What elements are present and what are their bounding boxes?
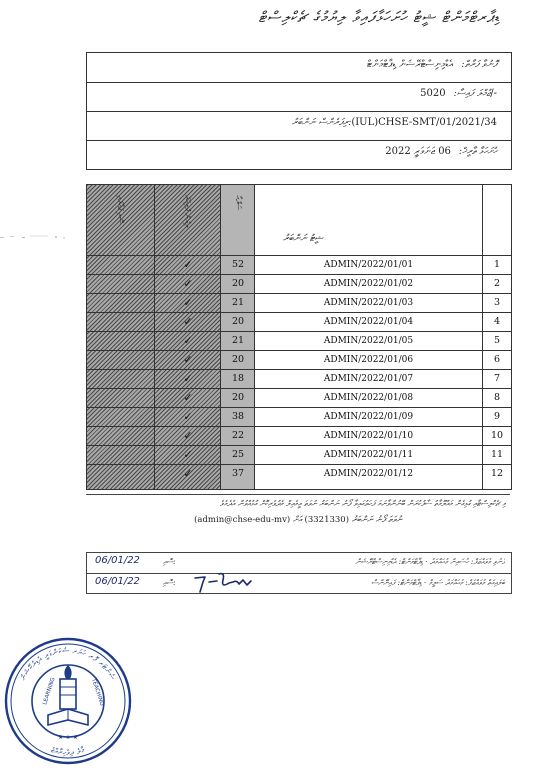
info-value: 5020/- bbox=[420, 88, 497, 99]
reference-cell: ADMIN/2022/01/06 bbox=[323, 355, 414, 365]
info-value: 06 ޖަނަވަރީ 2022 bbox=[385, 146, 451, 157]
signature-box bbox=[86, 552, 512, 594]
serial-cell: 5 bbox=[493, 335, 501, 346]
pages-cell: 18 bbox=[231, 373, 245, 384]
note-mid: ނުވަތަ ފޯނު ނަންބަރު bbox=[351, 515, 402, 525]
receiver-details: ބަލައިގަތް މުވައްޒަފް: މުޙައްމަދު ސަލީމް · ޑިޕާޓްމަންޓް: ފައިނޭންސް bbox=[371, 578, 505, 587]
reference-cell: ADMIN/2022/01/08 bbox=[323, 393, 414, 403]
serial-cell: 11 bbox=[490, 449, 504, 460]
receiver-date: 06/01/22 bbox=[95, 576, 140, 587]
pages-cell: 22 bbox=[231, 430, 245, 441]
info-label: ފޮނުވާ ފަރާތް: bbox=[461, 59, 497, 70]
serial-cell: 3 bbox=[493, 297, 501, 308]
check-mark: ✓ bbox=[183, 258, 193, 271]
pages-cell: 21 bbox=[231, 335, 245, 346]
serial-cell: 1 bbox=[493, 259, 501, 270]
pages-cell: 20 bbox=[231, 278, 245, 289]
seal-motto-left: LEARNING bbox=[42, 676, 57, 706]
check-mark: ✓ bbox=[183, 391, 193, 404]
note-phone: (3321330) bbox=[304, 515, 350, 525]
handwritten-signature bbox=[191, 568, 261, 596]
seal-motto-right: TEACHING bbox=[90, 677, 105, 707]
reference-cell: ADMIN/2022/01/10 bbox=[323, 431, 414, 441]
note-contact-line bbox=[86, 515, 510, 525]
sender-date: 06/01/22 bbox=[95, 555, 140, 566]
info-label: ޖުމްލަ ފައިސާ: bbox=[453, 88, 491, 99]
header-pages: ސަފްޙާ bbox=[234, 195, 243, 210]
signature-label: ސޮއި: bbox=[163, 557, 176, 566]
official-seal bbox=[2, 635, 134, 767]
pages-cell: 37 bbox=[231, 468, 245, 479]
signature-row-receiver bbox=[87, 573, 511, 594]
pages-cell: 52 bbox=[231, 259, 245, 270]
serial-cell: 8 bbox=[493, 392, 501, 403]
header-check2: ސޮއި ޖަހާފައި bbox=[116, 195, 125, 223]
reference-cell: ADMIN/2022/01/05 bbox=[323, 336, 414, 346]
pages-cell: 38 bbox=[231, 411, 245, 422]
check-mark: ✓ bbox=[183, 334, 193, 347]
check-mark: ✓ bbox=[183, 277, 193, 290]
scan-artifact bbox=[0, 232, 74, 242]
check-mark: ✓ bbox=[183, 315, 193, 328]
serial-cell: 12 bbox=[490, 468, 504, 479]
check-mark: ✓ bbox=[183, 296, 193, 309]
note-end: އަށް bbox=[292, 515, 302, 525]
reference-cell: ADMIN/2022/01/12 bbox=[323, 469, 414, 479]
signature-row-sender bbox=[87, 553, 511, 573]
info-label: ރިފަރެންސް ނަންބަރު: bbox=[291, 117, 352, 128]
info-row-date bbox=[87, 140, 511, 169]
document-title: ޑިޕާރޓްމަންޓް ޝީޓު ހުށަހަޅާފައިވާ ލިޔުމުގެ ޗެކްލިސްޓް bbox=[258, 8, 500, 26]
serial-cell: 2 bbox=[493, 278, 501, 289]
check-mark: ✓ bbox=[183, 467, 193, 480]
shaded-column-1 bbox=[87, 185, 155, 489]
serial-cell: 10 bbox=[490, 430, 504, 441]
note-email: (admin@chse-edu-mv) bbox=[194, 515, 291, 525]
info-row-sender bbox=[87, 53, 511, 83]
seal-ring-top: ސެންޓަރ ފޮރ ހަޔަރ ސެކަންޑަރީ އެޑިޔުކޭޝަން bbox=[18, 645, 118, 682]
reference-cell: ADMIN/2022/01/03 bbox=[323, 298, 414, 308]
seal-ring-bottom: މާލެ ދިވެހިރާއްޖެ bbox=[49, 744, 87, 758]
pages-cell: 20 bbox=[231, 316, 245, 327]
check-mark: ✓ bbox=[183, 410, 193, 423]
check-mark: ✓ bbox=[183, 429, 193, 442]
info-box bbox=[86, 52, 512, 170]
info-value: އެޑްމިނިސްޓްރޭޝަން ޑިޕާޓްމަންޓް bbox=[367, 59, 454, 70]
note-text: މި ޗެކްލިސްޓާއި ގުޅިގެން މައުލޫމާތު ސާފުކުރަން ބޭނުންވާނަމަ ފަހަތުގައިވާ ފޯނު ނަންބަރު ނުވަތަ އީމެއިލް މެދުވެރިކޮށް ގުޅުއްވުން އެދެމެވެ bbox=[219, 499, 506, 508]
info-value: (IUL)CHSE-SMT/01/2021/34 bbox=[351, 117, 497, 128]
check-mark: ✓ bbox=[183, 448, 193, 461]
info-label: ހުށަހަޅާ ތާރީޚް: bbox=[458, 146, 497, 157]
header-sheet-number: ޝީޓު ނަންބަރު bbox=[283, 233, 323, 244]
pages-cell: 25 bbox=[231, 449, 245, 460]
check-mark: ✓ bbox=[183, 372, 193, 385]
pages-cell: 20 bbox=[231, 354, 245, 365]
header-check1: ލިޔުން ފުރިހަމަ bbox=[183, 195, 192, 228]
checklist-table bbox=[86, 184, 512, 490]
check-mark: ✓ bbox=[183, 353, 193, 366]
reference-cell: ADMIN/2022/01/09 bbox=[323, 412, 414, 422]
serial-cell: 7 bbox=[493, 373, 501, 384]
reference-cell: ADMIN/2022/01/07 bbox=[323, 374, 414, 384]
reference-cell: ADMIN/2022/01/04 bbox=[323, 317, 414, 327]
serial-cell: 4 bbox=[493, 316, 501, 327]
reference-cell: ADMIN/2022/01/11 bbox=[323, 450, 414, 460]
sender-details: ފޮނުވި މުވައްޒަފް: ހުސައިން މުޙައްމަދު · ޑިޕާޓްމަންޓް: އެޑްމިނިސްޓްރޭޝަން bbox=[355, 557, 505, 566]
svg-text:މާލެ ދިވެހިރާއްޖެ bbox=[50, 745, 87, 757]
pages-cell: 21 bbox=[231, 297, 245, 308]
serial-cell: 9 bbox=[493, 411, 501, 422]
info-row-amount bbox=[87, 82, 511, 112]
pages-cell: 20 bbox=[231, 392, 245, 403]
contact-note bbox=[86, 494, 510, 531]
reference-cell: ADMIN/2022/01/02 bbox=[323, 279, 414, 289]
svg-text:★ ★ ★: ★ ★ ★ bbox=[58, 734, 78, 741]
info-row-reference bbox=[87, 111, 511, 141]
serial-cell: 6 bbox=[493, 354, 501, 365]
signature-label: ސޮއި: bbox=[163, 578, 176, 587]
reference-cell: ADMIN/2022/01/01 bbox=[323, 260, 414, 270]
